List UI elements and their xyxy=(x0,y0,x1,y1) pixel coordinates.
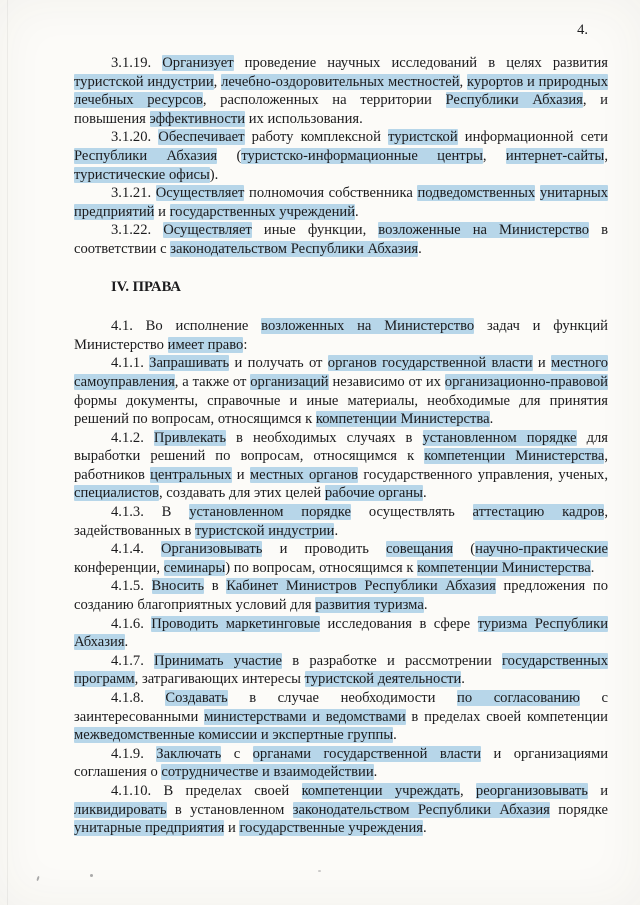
scan-artifact xyxy=(318,870,321,872)
page-number: 4. xyxy=(577,22,588,38)
highlighted-text: туристско-информационные центры xyxy=(241,147,483,164)
highlighted-text: компетенции Министерства xyxy=(424,448,605,465)
highlighted-text: рабочие органы xyxy=(324,485,423,502)
highlighted-text: лечебно-оздоровительных местностей xyxy=(221,73,460,90)
highlighted-text: аттестацию кадров xyxy=(472,504,605,521)
highlighted-text: органов государственной власти xyxy=(327,355,533,372)
highlighted-text: организаций xyxy=(250,373,329,390)
scan-artifact xyxy=(90,874,93,877)
highlighted-text: организационно-правовой xyxy=(444,373,608,390)
paragraph: 4.1.4. Организовывать и проводить совещания (научно-практические конференции, семинары) по вопросам, относящимся к компетенции Министерства. xyxy=(74,541,608,576)
highlighted-text: установленном порядке xyxy=(189,504,352,521)
highlighted-text: компетенции Министерства xyxy=(315,411,490,428)
highlighted-text: по согласованию xyxy=(457,690,580,706)
paragraph: 4.1.3. В установленном порядке осуществлять аттестацию кадров, задействованных в туристской индустрии. xyxy=(74,504,609,539)
highlighted-text: ликвидировать xyxy=(74,801,167,818)
highlighted-text: Привлекать xyxy=(153,429,226,446)
highlighted-text: Республики Абхазия xyxy=(445,92,583,109)
highlighted-text: государственных учреждений xyxy=(169,203,356,220)
paragraph: 4.1.10. В пределах своей компетенции учреждать, реорганизовывать и ликвидировать в установленном законодательством Республики Абхазия порядке унитарные предприятия и государственные учреждения. xyxy=(74,782,609,837)
highlighted-text: унитарных предприятий xyxy=(74,185,608,220)
scan-artifact xyxy=(36,876,39,881)
highlighted-text: законодательством Республики Абхазия xyxy=(292,801,550,818)
highlighted-text: Организовывать xyxy=(160,541,263,558)
section-heading: IV. ПРАВА xyxy=(111,278,181,295)
highlighted-text: подведомственных xyxy=(417,185,536,202)
highlighted-text: местного самоуправления xyxy=(74,355,609,390)
highlighted-text: Обеспечивает xyxy=(158,129,245,146)
paragraph: 4.1.8. Создавать в случае необходимости по согласованию с заинтересованными министерствами и ведомствами в пределах своей компетенции межведомственные комиссии и экспертные группы. xyxy=(74,690,608,744)
paragraph: 4.1.1. Запрашивать и получать от органов государственной власти и местного самоуправления, а также от организаций независимо от их организационно-правовой формы документы, справочные и иные материалы, необходимые для принятия решений по вопросам, относящимся к компетенции Министерства. xyxy=(74,355,609,428)
highlighted-text: государственные учреждения xyxy=(239,820,424,837)
highlighted-text: Запрашивать xyxy=(149,355,230,372)
highlighted-text: местных органов xyxy=(249,466,359,483)
paragraph: 4.1.2. Привлекать в необходимых случаях в установленном порядке для выработки решений по вопросам, относящимся к компетенции Министерства, работников центральных и местных органов государственного управления, ученых, специалистов, создавать для этих целей рабочие органы. xyxy=(74,429,608,502)
highlighted-text: Кабинет Министров Республики Абхазия xyxy=(226,578,496,595)
highlighted-text: министерствами и ведомствами xyxy=(204,708,406,725)
highlighted-text: специалистов xyxy=(74,485,159,502)
paragraph: 4.1.7. Принимать участие в разработке и рассмотрении государственных программ, затрагивающих интересы туристской деятельности. xyxy=(74,652,609,688)
highlighted-text: компетенции Министерства xyxy=(417,559,591,576)
highlighted-text: Организует xyxy=(162,55,234,71)
highlighted-text: органами государственной власти xyxy=(252,745,482,762)
highlighted-text: центральных xyxy=(150,466,232,483)
highlighted-text: эффективности xyxy=(149,110,246,127)
highlighted-text: Заключать xyxy=(156,745,222,762)
paragraph: 3.1.21. Осуществляет полномочия собственника подведомственных унитарных предприятий и государственных учреждений. xyxy=(74,185,608,220)
paragraph: 3.1.22. Осуществляет иные функции, возложенные на Министерство в соответствии с законодательством Республики Абхазия. xyxy=(74,222,609,257)
highlighted-text: компетенции учреждать xyxy=(301,782,460,799)
paragraph: 4.1. Во исполнение возложенных на Министерство задач и функций Министерство имеет право: xyxy=(74,318,608,353)
highlighted-text: Вносить xyxy=(151,578,205,595)
highlighted-text: Проводить маркетинговые xyxy=(151,615,320,632)
highlighted-text: курортов и природных лечебных ресурсов xyxy=(74,73,609,109)
paragraph: 4.1.5. Вносить в Кабинет Министров Республики Абхазия предложения по созданию благоприятных условий для развития туризма. xyxy=(74,578,608,614)
highlighted-text: унитарные предприятия xyxy=(74,820,225,837)
highlighted-text: Осуществляет xyxy=(155,185,245,202)
highlighted-text: семинары xyxy=(163,559,226,576)
highlighted-text: установленном порядке xyxy=(422,429,577,446)
document-content xyxy=(74,54,608,838)
highlighted-text: туристской xyxy=(388,129,458,146)
highlighted-text: Создавать xyxy=(165,690,228,706)
highlighted-text: Республики Абхазия xyxy=(74,147,218,164)
highlighted-text: туристические офисы xyxy=(74,166,210,183)
highlighted-text: развития туризма xyxy=(315,597,424,614)
paragraph: 3.1.19. Организует проведение научных исследований в целях развития туристской индустрии, лечебно-оздоровительных местностей, курортов и природных лечебных ресурсов, расположенных на территории Республики Абхазия, и повышения эффективности их использования. xyxy=(74,55,609,127)
highlighted-text: законодательством Республики Абхазия xyxy=(170,240,419,257)
paragraph: 3.1.20. Обеспечивает работу комплексной туристской информационной сети Республики Абхазия (туристско-информационные центры, интернет-сайты, туристические офисы). xyxy=(74,129,609,183)
highlighted-text: туристской деятельности xyxy=(304,671,462,688)
highlighted-text: туристской индустрии xyxy=(74,73,214,90)
highlighted-text: интернет-сайты xyxy=(505,147,605,164)
highlighted-text: Осуществляет xyxy=(163,222,252,239)
highlighted-text: имеет право xyxy=(167,336,244,353)
highlighted-text: сотрудничестве и взаимодействии xyxy=(161,764,374,781)
highlighted-text: научно-практические xyxy=(475,541,608,558)
highlighted-text: государственных программ xyxy=(74,652,609,688)
highlighted-text: совещания xyxy=(386,541,454,558)
highlighted-text: возложенных на Министерство xyxy=(261,318,475,335)
highlighted-text: возложенные на Министерство xyxy=(378,222,590,239)
paragraph: 4.1.6. Проводить маркетинговые исследования в сфере туризма Республики Абхазия. xyxy=(74,615,609,651)
highlighted-text: реорганизовывать xyxy=(475,782,588,799)
highlighted-text: туристской индустрии xyxy=(194,522,335,539)
highlighted-text: туризма Республики Абхазия xyxy=(74,615,609,651)
highlighted-text: Принимать участие xyxy=(154,652,283,669)
highlighted-text: межведомственные комиссии и экспертные группы xyxy=(74,727,394,744)
paragraph: 4.1.9. Заключать с органами государственной власти и организациями соглашения о сотрудничестве и взаимодействии. xyxy=(74,745,609,781)
